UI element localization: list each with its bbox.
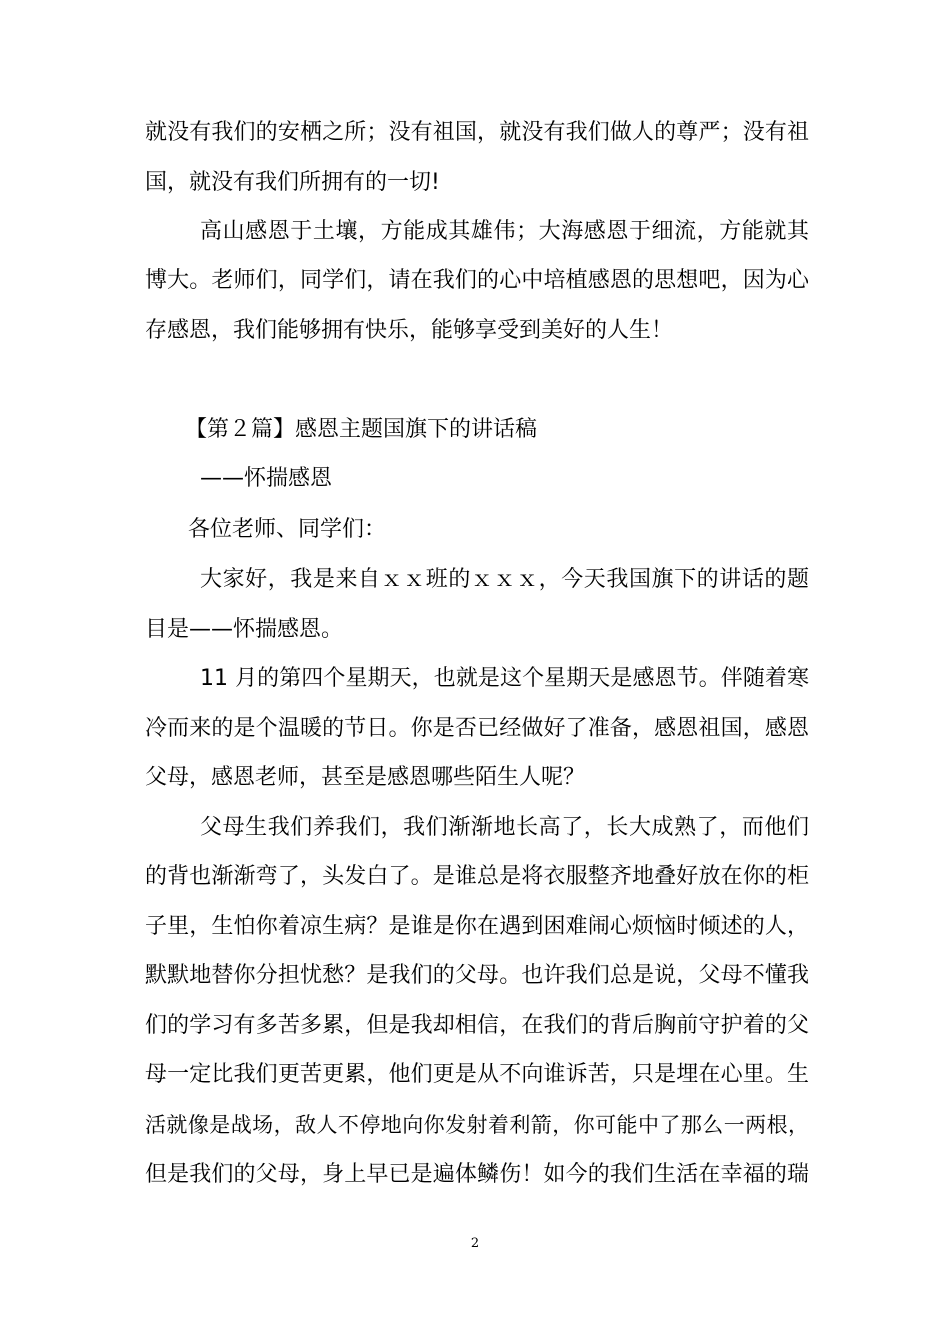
body-text-line: 但是我们的父母，身上早已是遍体鳞伤！如今的我们生活在幸福的瑞 — [145, 1162, 809, 1187]
body-text-line: 博大。老师们，同学们，请在我们的心中培植感恩的思想吧，因为心 — [145, 268, 809, 293]
body-text-line: 国，就没有我们所拥有的一切! — [145, 170, 440, 195]
body-text-line: 的背也渐渐弯了，头发白了。是谁总是将衣服整齐地叠好放在你的柜 — [145, 864, 809, 889]
body-text-line: 11 月的第四个星期天，也就是这个星期天是感恩节。伴随着寒 — [200, 666, 809, 691]
body-text-line: 存感恩，我们能够拥有快乐，能够享受到美好的人生！ — [145, 318, 674, 343]
body-text-line: 子里，生怕你着凉生病？是谁是你在遇到困难闹心烦恼时倾述的人， — [145, 914, 809, 939]
body-text-line: 冷而来的是个温暖的节日。你是否已经做好了准备，感恩祖国，感恩 — [145, 716, 809, 741]
body-text-line: 活就像是战场，敌人不停地向你发射着利箭，你可能中了那么一两根， — [145, 1113, 809, 1137]
page-number: 2 — [470, 1236, 480, 1251]
body-text-line: 高山感恩于土壤，方能成其雄伟；大海感恩于细流，方能就其 — [200, 219, 809, 244]
salutation: 各位老师、同学们： — [188, 517, 387, 542]
body-text-line: 们的学习有多苦多累，但是我却相信，在我们的背后胸前守护着的父 — [145, 1013, 809, 1038]
body-text-line: 就没有我们的安栖之所；没有祖国，就没有我们做人的尊严；没有祖 — [145, 120, 809, 145]
body-text-line: 母一定比我们更苦更累，他们更是从不向谁诉苦，只是埋在心里。生 — [145, 1062, 809, 1087]
body-text-line: 大家好，我是来自ｘｘ班的ｘｘｘ，今天我国旗下的讲话的题 — [200, 567, 809, 592]
body-text-line: 默默地替你分担忧愁？是我们的父母。也许我们总是说，父母不懂我 — [145, 963, 809, 988]
body-text-line: 父母生我们养我们，我们渐渐地长高了，长大成熟了，而他们 — [200, 815, 809, 840]
section-subtitle: ——怀揣感恩 — [200, 466, 333, 491]
body-text-line: 父母，感恩老师，甚至是感恩哪些陌生人呢？ — [145, 765, 586, 790]
body-text-line: 目是——怀揣感恩。 — [145, 617, 344, 642]
section-heading: 【第２篇】感恩主题国旗下的讲话稿 — [185, 417, 538, 442]
